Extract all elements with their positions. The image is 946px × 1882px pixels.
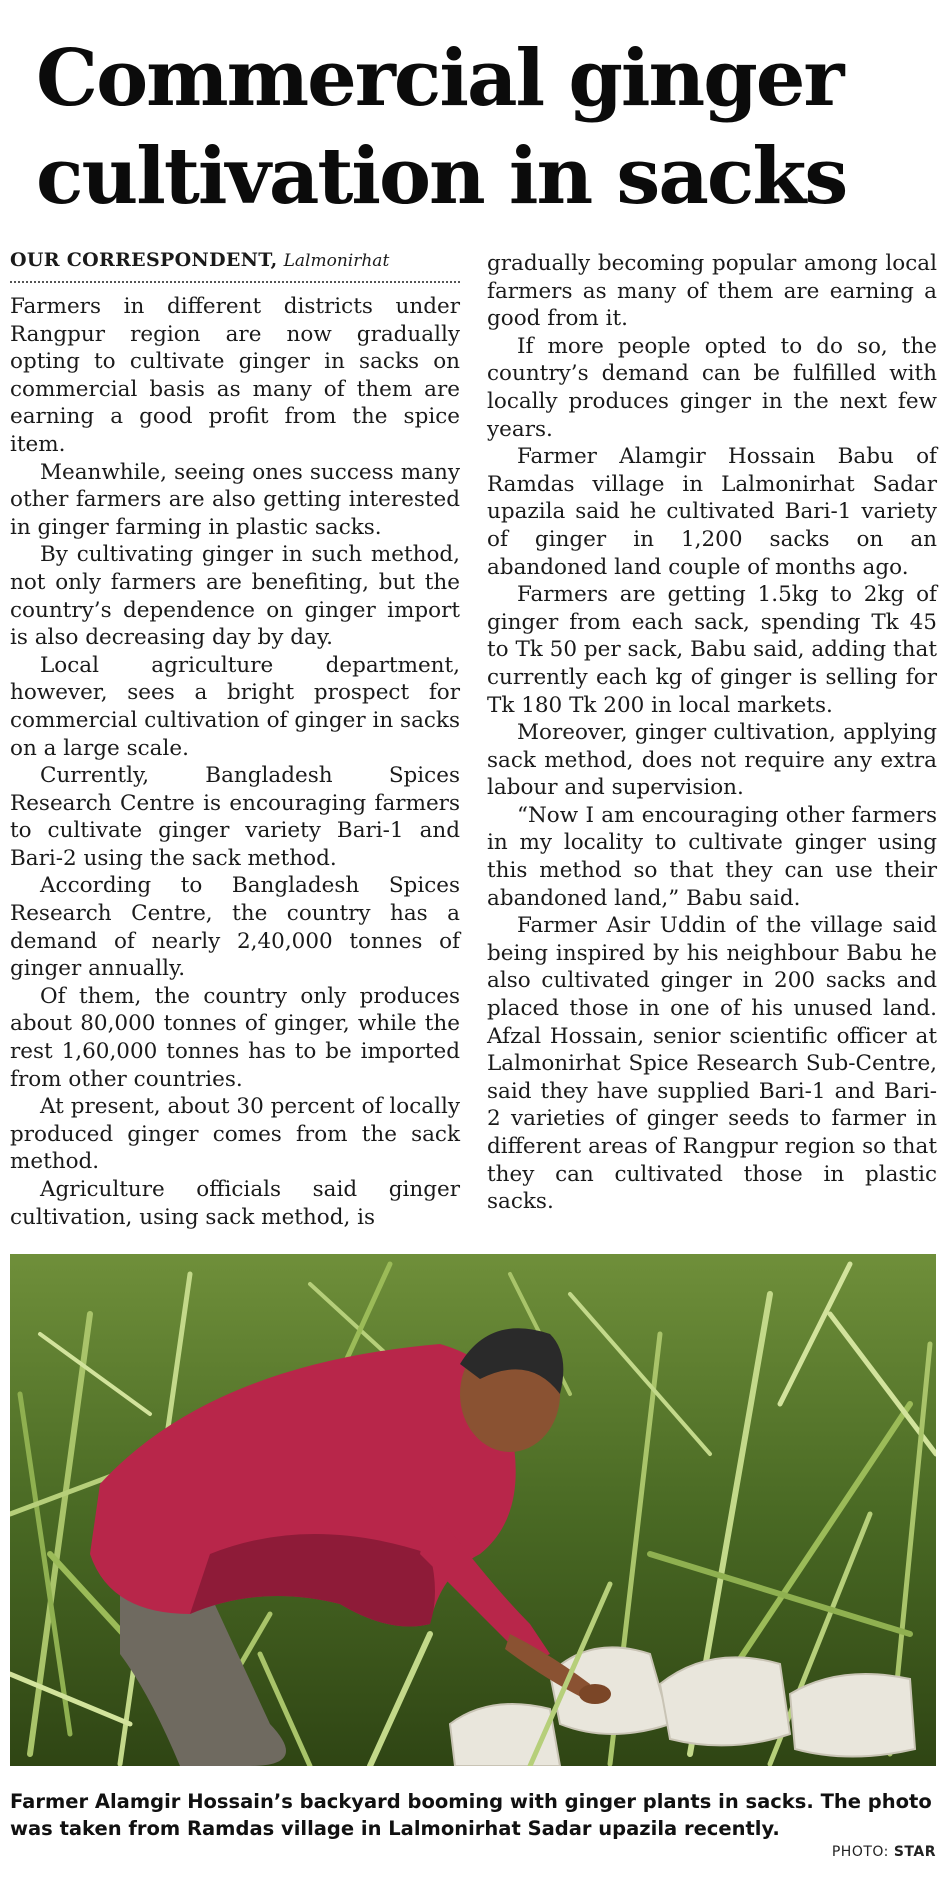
paragraph: Meanwhile, seeing ones success many other farmers are also getting interested in ginger farming in plastic sacks.	[10, 459, 460, 540]
paragraph: Local agriculture department, however, sees a bright prospect for commercial cultivation of ginger in sacks on a large scale.	[10, 652, 460, 761]
paragraph: Agriculture officials said ginger cultivation, using sack method, is	[10, 1177, 460, 1230]
farmer-ginger-photo-illustration	[10, 1254, 936, 1766]
photo-credit-label: PHOTO:	[831, 1844, 889, 1860]
paragraph: If more people opted to do so, the country’s demand can be fulfilled with locally produces ginger in the next few years.	[487, 333, 937, 442]
photo-credit	[832, 1844, 936, 1860]
headline-line-2: cultivation in sacks	[36, 131, 847, 222]
paragraph: Moreover, ginger cultivation, applying sack method, does not require any extra labour and supervision.	[487, 720, 937, 801]
hand	[579, 1684, 611, 1704]
paragraph: At present, about 30 percent of locally produced ginger comes from the sack method.	[10, 1094, 460, 1175]
paragraph: Currently, Bangladesh Spices Research Centre is encouraging farmers to cultivate ginger variety Bari-1 and Bari-2 using the sack method.	[10, 763, 460, 871]
headline	[36, 30, 916, 226]
paragraph: “Now I am encouraging other farmers in my locality to cultivate ginger using this method so that they can use their abandoned land,” Babu said.	[487, 802, 937, 911]
paragraph: Of them, the country only produces about 80,000 tonnes of ginger, while the rest 1,60,000 tonnes has to be imported from other countries.	[10, 983, 460, 1092]
headline-line-1: Commercial ginger	[36, 33, 843, 124]
photo-credit-source: STAR	[893, 1844, 936, 1860]
paragraph: Farmers are getting 1.5kg to 2kg of ginger from each sack, spending Tk 45 to Tk 50 per sack, Babu said, adding that currently each kg of ginger is selling for Tk 180 Tk 200 in local markets.	[487, 582, 937, 718]
paragraph: Farmer Alamgir Hossain Babu of Ramdas village in Lalmonirhat Sadar upazila said he cultivated Bari-1 variety of ginger in 1,200 sacks on an abandoned land couple of months ago.	[487, 444, 937, 580]
paragraph: gradually becoming popular among local farmers as many of them are earning a good from it.	[487, 251, 937, 332]
paragraph: Farmer Asir Uddin of the village said being inspired by his neighbour Babu he also cultivated ginger in 200 sacks and placed those in one of his unused land. Afzal Hossain, senior scientific officer at Lalmonirhat Spice Research Sub-Centre, said they have supplied Bari-1 and Bari-2 varieties of ginger seeds to farmer in different areas of Rangpur region so that they can cultivated those in plastic sacks.	[487, 913, 937, 1215]
article-column-right	[487, 250, 937, 1216]
news-photo	[10, 1254, 936, 1766]
paragraph: According to Bangladesh Spices Research Centre, the country has a demand of nearly 2,40,000 tonnes of ginger annually.	[10, 873, 460, 982]
paragraph: Farmers in different districts under Rangpur region are now gradually opting to cultivate ginger in sacks on commercial basis as many of them are earning a good profit from the spice item.	[10, 294, 460, 457]
byline-author: OUR CORRESPONDENT,	[10, 249, 278, 271]
photo-caption: Farmer Alamgir Hossain’s backyard booming with ginger plants in sacks. The photo was taken from Ramdas village in Lalmonirhat Sadar upazila recently.	[10, 1790, 932, 1840]
paragraph: By cultivating ginger in such method, not only farmers are benefiting, but the country’s dependence on ginger import is also decreasing day by day.	[10, 542, 460, 651]
byline	[10, 248, 460, 283]
article-column-left	[10, 248, 460, 1231]
byline-location: Lalmonirhat	[283, 251, 390, 271]
